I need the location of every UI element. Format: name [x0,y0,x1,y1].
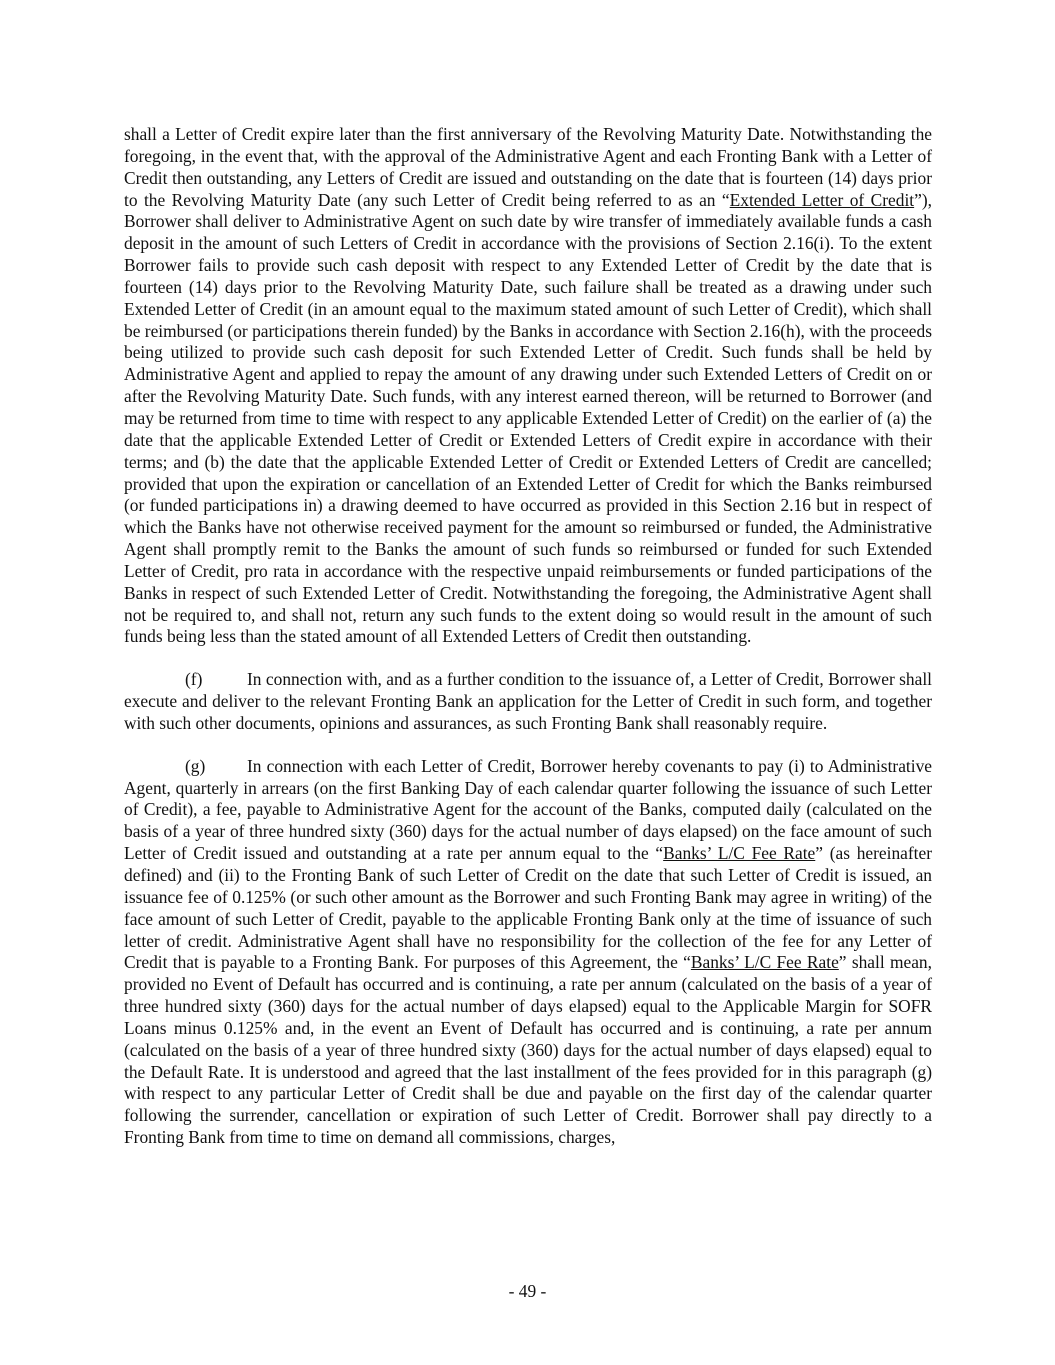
paragraph-f: (f) In connection with, and as a further condition to the issuance of, a Letter of Credit, Borrower shall execute and deliver to the relevant Fronting Bank an application for the Letter of Credit in such form, and together with such other documents, opinions and assurances, as such Fronting Bank shall reasonably require. [124,669,932,733]
document-page [124,124,932,1170]
paragraph-label: (g) [185,755,206,776]
paragraph-label: (f) [185,669,203,690]
paragraph-continued: shall a Letter of Credit expire later than the first anniversary of the Revolving Maturity Date. Notwithstanding the foregoing, in the event that, with the approval of the Administrative Agent and each Fronting Bank with a Letter of Credit then outstanding, any Letters of Credit are issued and outstanding on the date that is fourteen (14) days prior to the Revolving Maturity Date (any such Letter of Credit being referred to as an “Extended Letter of Credit”), Borrower shall deliver to Administrative Agent on such date by wire transfer of immediately available funds a cash deposit in the amount of such Letters of Credit in accordance with the provisions of Section 2.16(i). To the extent Borrower fails to provide such cash deposit with respect to any Extended Letter of Credit by the date that is fourteen (14) days prior to the Revolving Maturity Date, such failure shall be treated as a drawing under such Extended Letter of Credit (in an amount equal to the maximum stated amount of such Letter of Credit), which shall be reimbursed (or participations therein funded) by the Banks in accordance with Section 2.16(h), with the proceeds being utilized to provide such cash deposit for such Extended Letter of Credit. Such funds shall be held by Administrative Agent and applied to repay the amount of any drawing under such Extended Letters of Credit on or after the Revolving Maturity Date. Such funds, with any interest earned thereon, will be returned to Borrower (and may be returned from time to time with respect to any applicable Extended Letter of Credit) on the earlier of (a) the date that the applicable Extended Letter of Credit or Extended Letters of Credit expire in accordance with their terms; and (b) the date that the applicable Extended Letter of Credit or Extended Letters of Credit are cancelled; provided that upon the expiration or cancellation of an Extended Letter of Credit for which the Banks reimbursed (or funded participations in) a drawing deemed to have occurred as provided in this Section 2.16 but in respect of which the Banks have not otherwise received payment for the amount so reimbursed or funded, the Administrative Agent shall promptly remit to the Banks the amount of such funds so reimbursed or funded for such Extended Letter of Credit, pro rata in accordance with the respective unpaid reimbursements or funded participations of the Banks in respect of such Extended Letter of Credit. Notwithstanding the foregoing, the Administrative Agent shall not be required to, and shall not, return any such funds to the extent doing so would result in the amount of such funds being less than the stated amount of all Extended Letters of Credit then outstanding. [124,124,932,647]
paragraph-g: (g) In connection with each Letter of Credit, Borrower hereby covenants to pay (i) to Administrative Agent, quarterly in arrears (on the first Banking Day of each calendar quarter following the issuance of such Letter of Credit), a fee, payable to Administrative Agent for the account of the Banks, computed daily (calculated on the basis of a year of three hundred sixty (360) days for the actual number of days elapsed) on the face amount of such Letter of Credit issued and outstanding at a rate per annum equal to the “Banks’ L/C Fee Rate” (as hereinafter defined) and (ii) to the Fronting Bank of such Letter of Credit on the date that such Letter of Credit is issued, an issuance fee of 0.125% (or such other amount as the Borrower and such Fronting Bank may agree in writing) of the face amount of such Letter of Credit, payable to the applicable Fronting Bank only at the time of issuance of such letter of credit. Administrative Agent shall have no responsibility for the collection of the fee for any Letter of Credit that is payable to a Fronting Bank. For purposes of this Agreement, the “Banks’ L/C Fee Rate” shall mean, provided no Event of Default has occurred and is continuing, a rate per annum (calculated on the basis of a year of three hundred sixty (360) days for the actual number of days elapsed) equal to the Applicable Margin for SOFR Loans minus 0.125% and, in the event an Event of Default has occurred and is continuing, a rate per annum (calculated on the basis of a year of three hundred sixty (360) days for the actual number of days elapsed) equal to the Default Rate. It is understood and agreed that the last installment of the fees provided for in this paragraph (g) with respect to any particular Letter of Credit shall be due and payable on the first day of the calendar quarter following the surrender, cancellation or expiration of such Letter of Credit. Borrower shall pay directly to a Fronting Bank from time to time on demand all commissions, charges, [124,755,932,1148]
defined-term: Extended Letter of Credit [729,189,915,210]
page-number: - 49 - [508,1281,547,1301]
defined-term: Banks’ L/C Fee Rate [690,952,839,973]
defined-term: Banks’ L/C Fee Rate [663,843,816,864]
